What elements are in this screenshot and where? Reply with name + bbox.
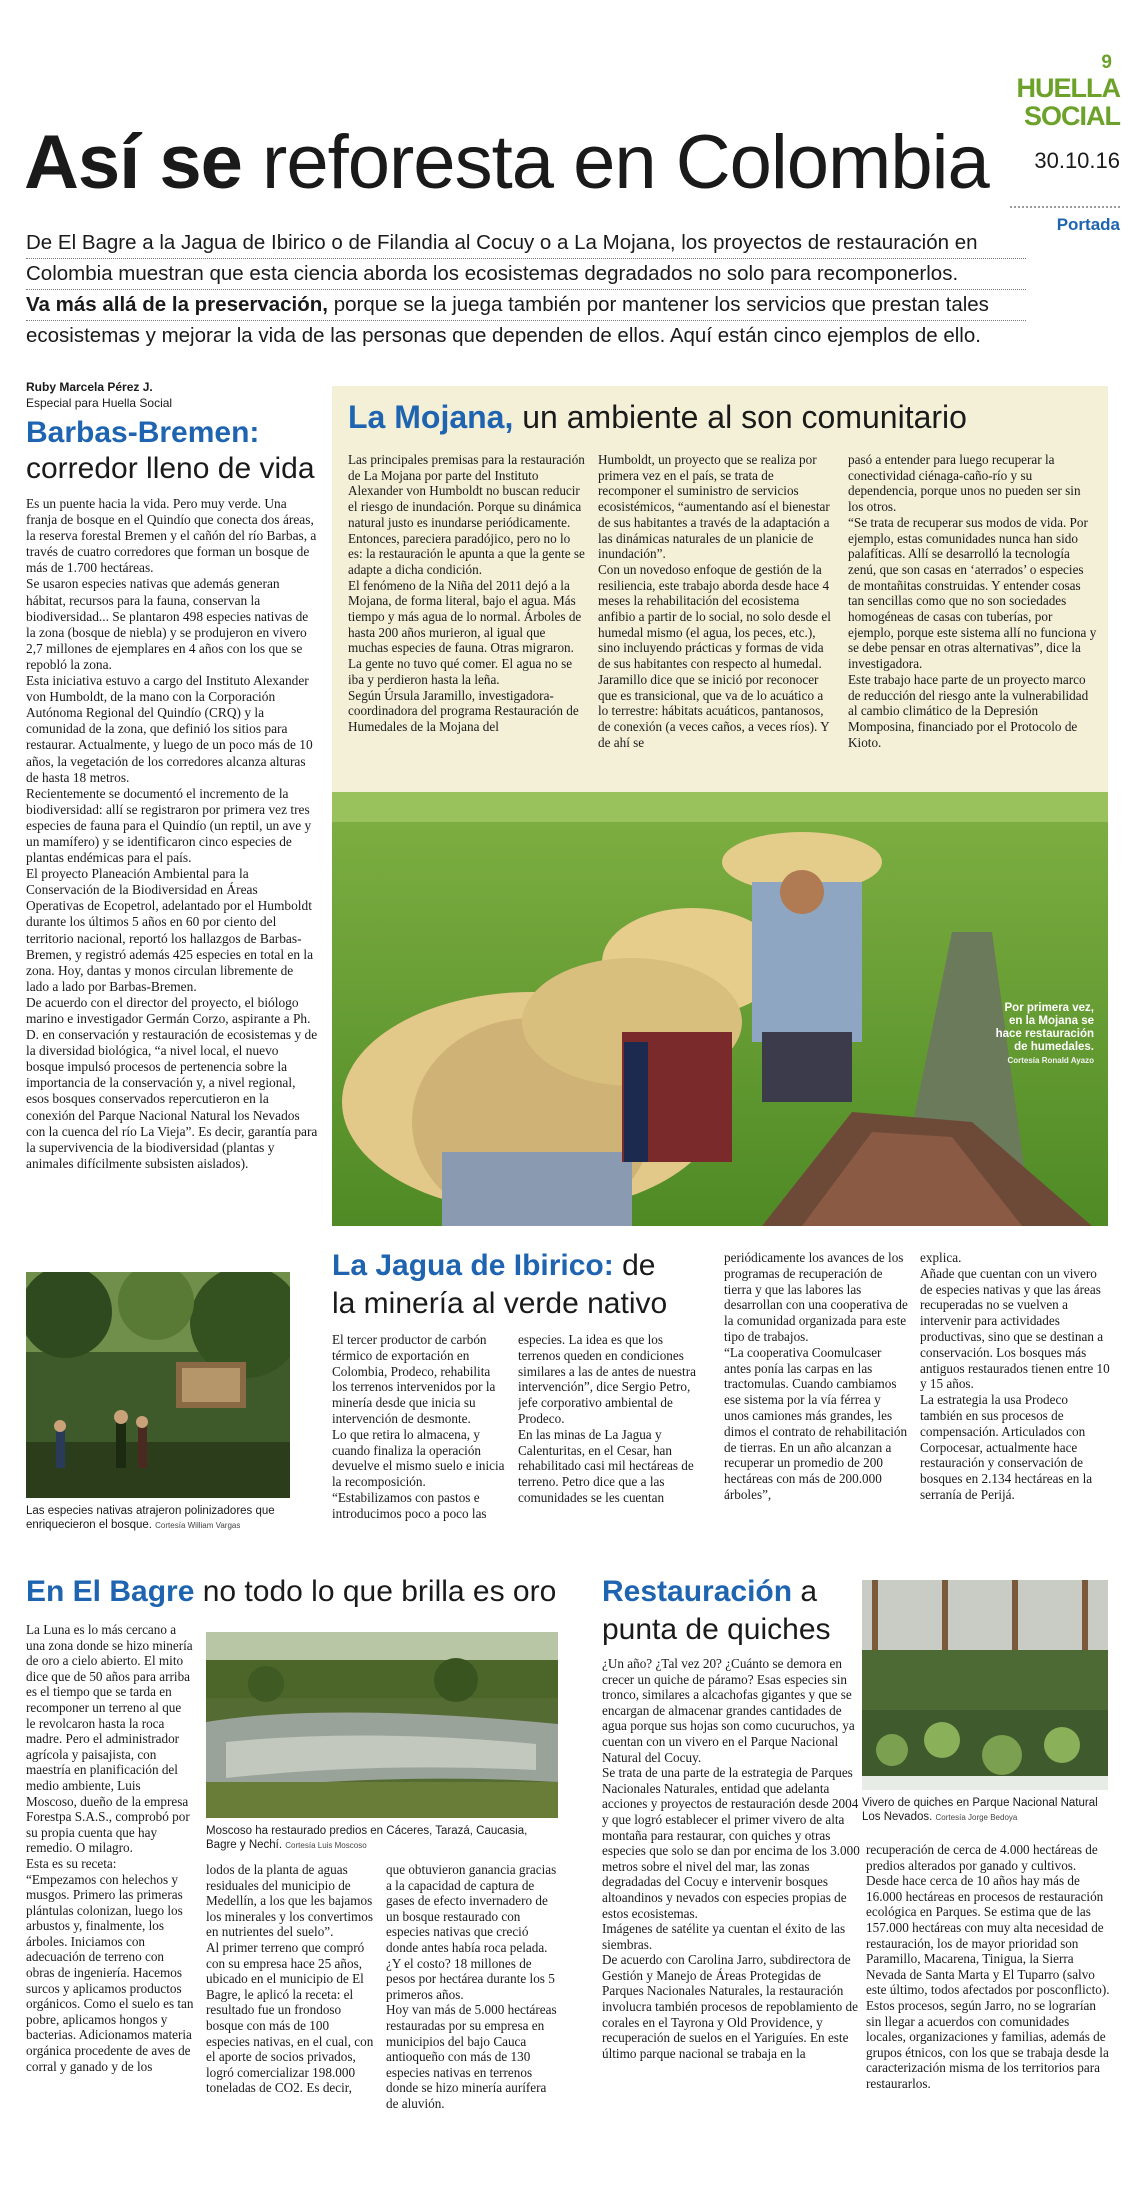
mojana-col-3: pasó a entender para luego recuperar la conectividad ciénaga-caño-río y su dependencia, porque unos no pueden ser sin los otros. “Se trata de recuperar sus modos de vida. Por ejemplo, estas comunidades nunca han sido palafíticas. Allí se desarrolló la tecnología zenú, que son casas en ‘aterrados’ o especies de montañitas construidas. Y entender cosas tan sencillas como que no son sociedades homogéneas de casas con tuberías, por ejemplo, porque este sistema allí no funciona y se debe pensar en otras alternativas”, dice la investigadora. Este trabajo hace parte de un proyecto marco de reducción del riesgo ante la vulnerabilidad al cambio climático de la Depresión Momposina, financiado por el Protocolo de Kioto.	[848, 452, 1097, 750]
mojana-col-2: Humboldt, un proyecto que se realiza por primera vez en el país, se trata de recomponer el suministro de servicios ecosistémicos, “aumentando así el bienestar de sus habitantes a través de la adaptación a las dinámicas naturales de un planicie de inundación”. Con un novedoso enfoque de gestión de la resiliencia, este trabajo aborda desde hace 4 meses la rehabilitación del ecosistema anfibio a partir de lo social, no solo desde el humedal mismo (el agua, los peces, etc.), sino incluyendo prácticas y formas de vida de sus habitantes con respecto al humedal. Jaramillo dice que se inició por reconocer que es transicional, que va de lo acuático a lo terrestre: hábitats acuáticos, pantanosos, de conexión (a veces caños, a veces ríos). Y de ahí se	[598, 452, 831, 750]
photo-credit: Cortesía William Vargas	[155, 1521, 241, 1530]
barbas-body: Es un puente hacia la vida. Pero muy verde. Una franja de bosque en el Quindío que conecta dos áreas, la reserva forestal Bremen y el cañón del río Barbas, a través de cuatro corredores que forman un bosque de más de 1.700 hectáreas. Se usaron especies nativas que además generan hábitat, recursos para la fauna, conservan la biodiversidad... Se plantaron 498 especies nativas de la zona (bosque de niebla) y se produjeron en vivero 2,7 millones de ejemplares en 4 años con los que se repobló la zona. Esta iniciativa estuvo a cargo del Instituto Alexander von Humboldt, de la mano con la Corporación Autónoma Regional del Quindío (CRQ) y la comunidad de la zona, que definió los sitios para restaurar. Actualmente, y luego de un poco más de 10 años, la vegetación de los corredores alcanza alturas de hasta 18 metros. Recientemente se documentó el incremento de la biodiversidad: allí se registraron por primera vez tres especies de fauna para el Quindío (un reptil, un ave y un mamífero) y se identificaron cinco especies de plantas endémicas para el país. El proyecto Planeación Ambiental para la Conservación de la Biodiversidad en Áreas Operativas de Ecopetrol, adelantado por el Humboldt durante los últimos 5 años en 60 por ciento del territorio nacional, reportó los hallazgos de Barbas-Bremen, y registró además 425 especies en total en la zona. Hoy, dantas y monos circulan libremente de lado a lado por Barbas-Bremen. De acuerdo con el director del proyecto, el biólogo marino e investigador Germán Corzo, aspirante a Ph. D. en conservación y restauración de ecosistemas y de la diversidad biológica, “a nivel local, el nuevo bosque impulsó procesos de pertenencia sobre la importancia de la conservación y, a nivel regional, esos bosques conservados repercutieron en la conexión del Parque Nacional Natural los Nevados con la cuenca del río La Vieja”. Es decir, garantía para la supervivencia de la biodiversidad (plantas y animales difícilmente subsisten aislados).	[26, 496, 318, 1171]
deck	[26, 228, 1026, 351]
jagua-title-light-2: la minería al verde nativo	[332, 1287, 668, 1320]
brand-line-1: HUELLA	[1016, 73, 1120, 103]
section-name: Portada	[1056, 215, 1120, 234]
deck-line	[26, 290, 1026, 321]
restauracion-caption	[862, 1796, 1112, 1825]
headline-bold: Así se	[24, 120, 242, 205]
barbas-title-light: corredor lleno de vida	[26, 452, 315, 485]
byline-name: Ruby Marcela Pérez J.	[26, 380, 153, 394]
photo-credit: Cortesía Ronald Ayazo	[1007, 1056, 1094, 1065]
jagua-title	[332, 1248, 655, 1284]
caption-text: Vivero de quiches en Parque Nacional Natural Los Nevados.	[862, 1797, 1098, 1823]
deck-line: Colombia muestran que esta ciencia aborda los ecosistemas degradados no solo para recomponerlos.	[26, 259, 1026, 290]
issue-date: 30.10.16	[1034, 148, 1120, 173]
bagre-title-bold: En El Bagre	[26, 1575, 195, 1608]
mojana-caption	[994, 1002, 1094, 1067]
jagua-col-1: El tercer productor de carbón térmico de exportación en Colombia, Prodeco, rehabilita los terrenos intervenidos por la minería desde que inicia su intervención de desmonte. Lo que retira lo almacena, y cuando finaliza la operación devuelve el mismo suelo e inicia la recomposición. “Estabilizamos con pastos e introducimos poco a poco las	[332, 1332, 505, 1521]
bagre-title	[26, 1574, 556, 1610]
mojana-title-light: un ambiente al son comunitario	[513, 399, 967, 435]
page-number: 9	[1101, 52, 1112, 73]
jagua-title-light: de	[613, 1249, 656, 1282]
huella-social-logo	[1010, 74, 1120, 136]
byline-role: Especial para Huella Social	[26, 396, 173, 410]
caption-text: Por primera vez, en la Mojana se hace restauración de humedales.	[995, 1002, 1094, 1053]
barbas-caption	[26, 1504, 326, 1533]
caption-text: Moscoso ha restaurado predios en Cáceres, Tarazá, Caucasia, Bagre y Nechí.	[206, 1825, 528, 1851]
jagua-col-3: periódicamente los avances de los programas de recuperación de tierra y que las labores las desarrollan con una cooperativa de la comunidad organizada para este tipo de trabajos. “La cooperativa Coomulcaser antes ponía las carpas en las tractomulas. Cuando cambiamos ese sistema por la vía férrea y unos camiones más grandes, les dimos el contrato de rehabilitación de tierras. En un año alcanzan a recuperar un promedio de 200 hectáreas con más de 200.000 árboles”,	[724, 1250, 908, 1502]
brand-line-2: SOCIAL	[1023, 101, 1120, 131]
jagua-title-bold: La Jagua de Ibirico:	[332, 1249, 614, 1282]
restauracion-title	[602, 1574, 817, 1610]
restauracion-title-bold: Restauración	[602, 1575, 793, 1608]
bagre-title-light: no todo lo que brilla es oro	[194, 1575, 557, 1608]
section-rule	[1010, 206, 1120, 208]
deck-lead-rest: porque se la juega también por mantener los servicios que prestan tales	[328, 293, 989, 316]
barbas-title-bold: Barbas-Bremen:	[26, 416, 260, 449]
caption-text: Las especies nativas atrajeron polinizadores que enriquecieron el bosque.	[26, 1505, 275, 1531]
wetland-photo	[332, 792, 1108, 1226]
deck-lead: Va más allá de la preservación,	[26, 293, 328, 316]
jagua-col-4: explica. Añade que cuentan con un vivero de especies nativas y que las áreas recuperadas no se vuelven a intervenir para actividades productivas, sino que se destinan a conservación. Los bosques más antiguos restaurados tienen entre 10 y 15 años. La estrategia la usa Prodeco también en sus procesos de compensación. Articulados con Corpocesar, actualmente hace restauración y conservación de bosques en 2.134 hectáreas en la serranía de Perijá.	[920, 1250, 1110, 1502]
bagre-caption	[206, 1824, 560, 1853]
bagre-col-3: que obtuvieron ganancia gracias a la capacidad de captura de gases de efecto invernadero de un bosque restaurado con especies nativas que creció donde antes había roca pelada. ¿Y el costo? 18 millones de pesos por hectárea durante los 5 primeros años. Hoy van más de 5.000 hectáreas restauradas por su empresa en municipios del bajo Cauca antioqueño con más de 130 especies nativas en terrenos donde se hizo minería aurífera de aluvión.	[386, 1862, 557, 2111]
bagre-col-2: lodos de la planta de aguas residuales del municipio de Medellín, a los que les bajamos los minerales y los convertimos en nutrientes del suelo”. Al primer terreno que compró con su empresa hace 25 años, ubicado en el municipio de El Bagre, le aplicó la receta: el resultado fue un frondoso bosque con más de 100 especies nativas, en el cual, con el aporte de socios privados, logró comercializar 198.000 toneladas de CO2. Es decir,	[206, 1862, 374, 2096]
nursery-photo	[862, 1580, 1108, 1790]
restauracion-title-light-2: punta de quiches	[602, 1613, 831, 1646]
jagua-col-2: especies. La idea es que los terrenos queden en condiciones similares a las de antes de nuestra intervención”, dice Sergio Petro, jefe corporativo ambiental de Prodeco. En las minas de La Jagua y Calenturitas, en el Cesar, han rehabilitado casi mil hectáreas de terreno. Petro dice que a las comunidades se les cuentan	[518, 1332, 696, 1505]
restauracion-col-2: recuperación de cerca de 4.000 hectáreas de predios alterados por ganado y cultivos. Desde hace cerca de 10 años hay más de 16.000 hectáreas en procesos de restauración ecológica en Parques. Se estima que de las 157.000 hectáreas con muy alta necesidad de restauración, los de mayor prioridad son Paramillo, Macarena, Tinigua, la Sierra Nevada de Santa Marta y El Tuparro (salvo este último, todos afectados por posconflicto). Estos procesos, según Jarro, no se lograrían sin llegar a acuerdos con comunidades locales, organizaciones y familias, además de grupos étnicos, con los que se trabaja desde la caracterización misma de los territorios para restaurarlos.	[866, 1842, 1110, 2091]
headline-light: reforesta en Colombia	[241, 120, 989, 205]
mojana-title-bold: La Mojana,	[348, 399, 514, 435]
mojana-title	[348, 398, 967, 436]
barbas-photo	[26, 1272, 290, 1498]
forest-photo	[26, 1272, 290, 1498]
restauracion-title-light: a	[792, 1575, 818, 1608]
restauracion-col-1: ¿Un año? ¿Tal vez 20? ¿Cuánto se demora en crecer un quiche de páramo? Esas especies sin tronco, similares a alcachofas gigantes y que se encargan de almacenar grandes cantidades de agua porque sus hojas son como cucuruchos, ya cuentan con un vivero en el Parque Nacional Natural del Cocuy. Se trata de una parte de la estrategia de Parques Nacionales Naturales, entidad que adelanta acciones y proyectos de restauración desde 2004 y que logró establecer el primer vivero de alta montaña para restaurar, con quiches y otras especies que solo se dan por encima de los 3.000 metros sobre el nivel del mar, las zonas degradadas del Cocuy e intervenir bosques altoandinos y nevados con especies propias de estos ecosistemas. Imágenes de satélite ya cuentan el éxito de las siembras. De acuerdo con Carolina Jarro, subdirectora de Gestión y Manejo de Áreas Protegidas de Parques Nacionales Naturales, la restauración involucra también procesos de repoblamiento de corales en el Tayrona y Old Providence, y recuperación de suelos en el Yariguíes. En este último parque nacional se trabaja en la	[602, 1656, 860, 2061]
deck-line: De El Bagre a la Jagua de Ibirico o de Filandia al Cocuy o a La Mojana, los proyectos de restauración en	[26, 228, 1026, 259]
photo-credit: Cortesía Luis Moscoso	[285, 1841, 367, 1850]
mojana-photo	[332, 792, 1108, 1226]
photo-credit: Cortesía Jorge Bedoya	[935, 1813, 1018, 1822]
bagre-col-1: La Luna es lo más cercano a una zona donde se hizo minería de oro a cielo abierto. El mito dice que de 50 años para arriba es el tiempo que se tarda en recomponer un terreno al que le revolcaron hasta la roca madre. Pero el administrador agrícola y paisajista, con maestría en planificación del medio ambiente, Luis Moscoso, dueño de la empresa Forestpa S.A.S., comprobó por su propia cuenta que hay remedio. O milagro. Esta es su receta: “Empezamos con helechos y musgos. Primero las primeras plántulas colonizan, luego los arbustos y, finalmente, los árboles. Iniciamos con adecuación de terreno con obras de ingeniería. Hacemos surcos y aplicamos productos orgánicos. Como el suelo es tan pobre, aplicamos hongos y bacterias. Adicionamos materia orgánica procedente de aves de corral y ganado y de los	[26, 1622, 194, 2074]
bagre-photo	[206, 1632, 558, 1818]
restored-land-photo	[206, 1632, 558, 1818]
main-headline	[24, 118, 1004, 208]
deck-line: ecosistemas y mejorar la vida de las personas que dependen de ellos. Aquí están cinco ejemplos de ello.	[26, 324, 981, 347]
restauracion-photo	[862, 1580, 1108, 1790]
mojana-col-1: Las principales premisas para la restauración de La Mojana por parte del Instituto Alexander von Humboldt no buscan reducir el riesgo de inundación. Porque su dinámica natural justo es inundarse periódicamente. Entonces, pareciera paradójico, pero no lo es: la restauración le apunta a que la gente se adapte a dicha condición. El fenómeno de la Niña del 2011 dejó a la Mojana, de forma literal, bajo el agua. Más tiempo y más agua de lo normal. Árboles de hasta 200 años murieron, al igual que muchas especies de fauna. Otras migraron. La gente no tuvo qué comer. El agua no se iba y perdieron hasta la leña. Según Úrsula Jaramillo, investigadora-coordinadora del programa Restauración de Humedales de la Mojana del	[348, 452, 585, 734]
